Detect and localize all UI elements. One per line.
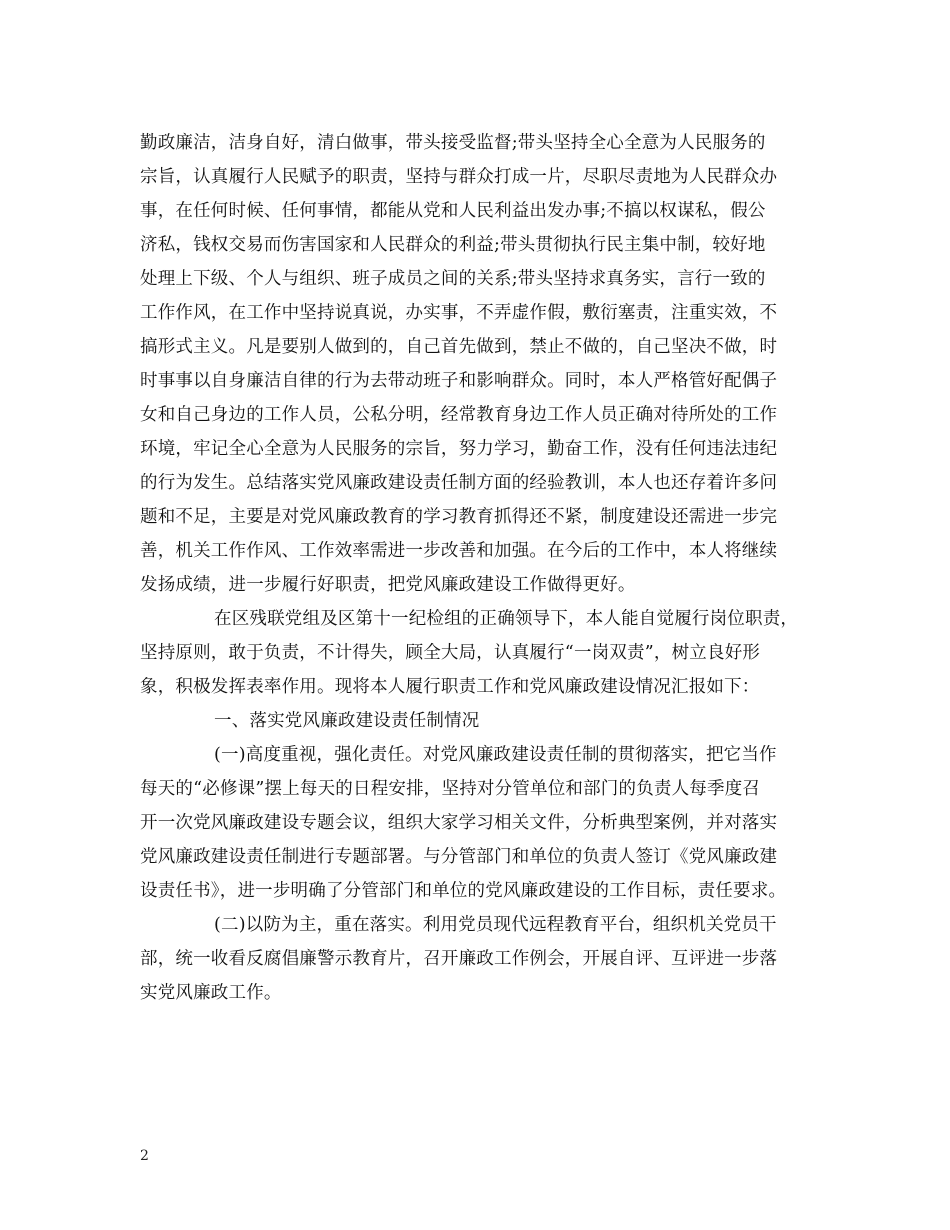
text-line: 题和不足，主要是对党风廉政教育的学习教育抓得还不紧，制度建设还需进一步完 <box>140 507 778 527</box>
text-line: 设责任书》，进一步明确了分管部门和单位的党风廉政建设的工作目标，责任要求。 <box>140 881 787 901</box>
text-line: (二)以防为主，重在落实。利用党员现代远程教育平台，组织机关党员干 <box>214 915 777 935</box>
text-line: 每天的“必修课”摆上每天的日程安排，坚持对分管单位和部门的负责人每季度召 <box>140 779 761 799</box>
text-line: 在区残联党组及区第十一纪检组的正确领导下，本人能自觉履行岗位职责， <box>214 609 799 629</box>
text-line: 坚持原则，敢于负责，不计得失，顾全大局，认真履行“一岗双责”，树立良好形 <box>140 643 761 663</box>
page-number: 2 <box>140 1148 149 1164</box>
text-line: 环境，牢记全心全意为人民服务的宗旨，努力学习，勤奋工作，没有任何违法违纪 <box>140 439 778 459</box>
text-line: 宗旨，认真履行人民赋予的职责，坚持与群众打成一片，尽职尽责地为人民群众办 <box>140 167 778 187</box>
text-line: 实党风廉政工作。 <box>140 983 282 1003</box>
text-line: 象，积极发挥表率作用。现将本人履行职责工作和党风廉政建设情况汇报如下： <box>140 677 760 697</box>
text-line: 善，机关工作作风、工作效率需进一步改善和加强。在今后的工作中，本人将继续 <box>140 541 778 561</box>
text-line: 工作作风，在工作中坚持说真说，办实事，不弄虚作假，敷衍塞责，注重实效，不 <box>140 303 778 323</box>
text-line: 发扬成绩，进一步履行好职责，把党风廉政建设工作做得更好。 <box>140 575 636 595</box>
text-line: 济私，钱权交易而伤害国家和人民群众的利益;带头贯彻执行民主集中制，较好地 <box>140 235 766 255</box>
text-line: 搞形式主义。凡是要别人做到的，自己首先做到，禁止不做的，自己坚决不做，时 <box>140 337 778 357</box>
text-line: 处理上下级、个人与组织、班子成员之间的关系;带头坚持求真务实，言行一致的 <box>140 269 766 289</box>
text-line: 部，统一收看反腐倡廉警示教育片，召开廉政工作例会，开展自评、互评进一步落 <box>140 949 778 969</box>
text-line: 党风廉政建设责任制进行专题部署。与分管部门和单位的负责人签订《党风廉政建 <box>140 847 778 867</box>
text-line: 勤政廉洁，洁身自好，清白做事，带头接受监督;带头坚持全心全意为人民服务的 <box>140 133 766 153</box>
text-line: 开一次党风廉政建设专题会议，组织大家学习相关文件，分析典型案例，并对落实 <box>140 813 778 833</box>
text-line: 的行为发生。总结落实党风廉政建设责任制方面的经验教训，本人也还存着许多问 <box>140 473 778 493</box>
text-line: (一)高度重视，强化责任。对党风廉政建设责任制的贯彻落实，把它当作 <box>214 745 777 765</box>
text-line: 女和自己身边的工作人员，公私分明，经常教育身边工作人员正确对待所处的工作 <box>140 405 778 425</box>
text-line: 时事事以自身廉洁自律的行为去带动班子和影响群众。同时，本人严格管好配偶子 <box>140 371 778 391</box>
section-heading: 一、落实党风廉政建设责任制情况 <box>214 711 480 731</box>
text-line: 事，在任何时候、任何事情，都能从党和人民利益出发办事;不搞以权谋私，假公 <box>140 201 766 221</box>
